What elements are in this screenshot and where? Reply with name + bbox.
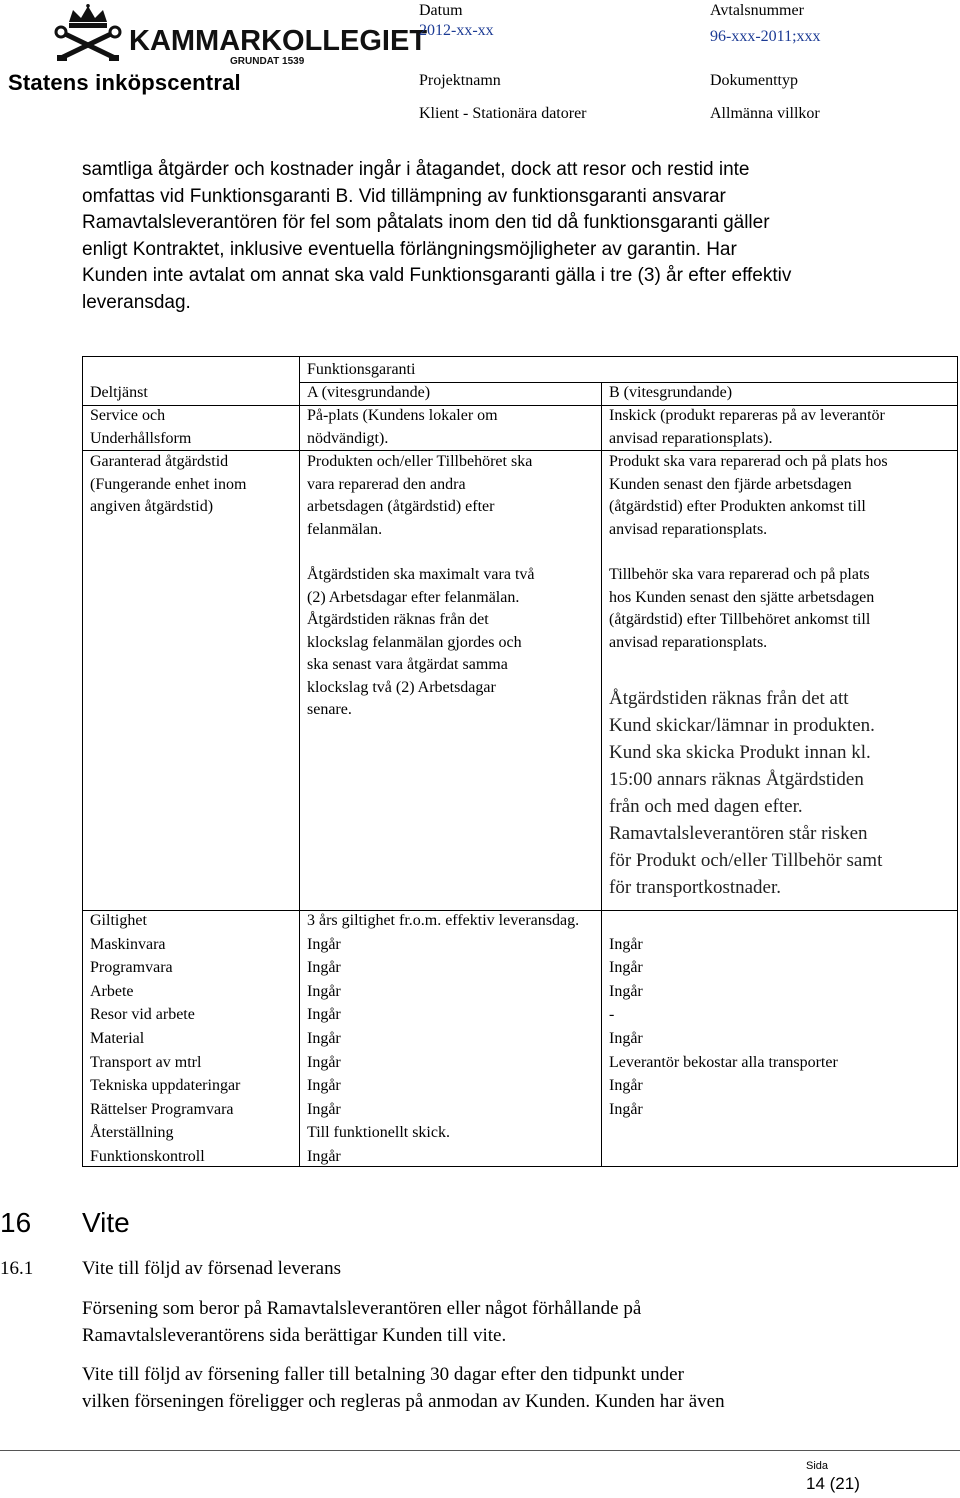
service-a: På-plats (Kundens lokaler om nödvändigt). (307, 407, 498, 447)
table-divider (601, 382, 602, 1166)
row-label: Material (90, 1030, 145, 1047)
agency-name: Statens inköpscentral (8, 70, 241, 95)
projektnamn-label: Projektnamn (419, 72, 501, 89)
row-value-b: Ingår (609, 1077, 643, 1095)
row-value-b: - (609, 1006, 615, 1024)
intro-line: Kunden inte avtalat om annat ska vald Funktionsgaranti gälla i tre (3) år efter effektiv (82, 265, 792, 286)
garanterad-b3: Åtgärdstiden räknas från det att Kund skickar/lämnar in produkten. Kund ska skicka Produkt innan kl. 15:00 annars räknas Åtgärdstiden från och med dagen efter. Ramavtalsleverantören står risken för Produkt och/eller Tillbehör samt för transportkostnader. (609, 688, 883, 898)
row-label: Återställning (90, 1124, 174, 1142)
service-b: Inskick (produkt repareras på av leverantör anvisad reparationsplats). (609, 407, 885, 447)
group-header: Funktionsgaranti (307, 361, 416, 378)
intro-line: Ramavtalsleverantören för fel som påtalats inom den tid då funktionsgaranti gäller (82, 212, 770, 233)
subsection-title: Vite till följd av försenad leverans (82, 1258, 341, 1279)
datum-value: 2012-xx-xx (419, 22, 494, 39)
row-value-a: Ingår (307, 1053, 341, 1071)
row-value-a: Ingår (307, 1100, 341, 1118)
col-header-b: B (vitesgrundande) (609, 384, 733, 401)
row-label: Arbete (90, 982, 134, 1000)
subsection-number: 16.1 (0, 1258, 34, 1279)
row-value-a: Ingår (307, 1148, 341, 1165)
row-label: Rättelser Programvara (90, 1100, 234, 1118)
section-title: Vite (82, 1207, 130, 1238)
col-header-a: A (vitesgrundande) (307, 384, 431, 401)
brand-founded: GRUNDAT 1539 (230, 56, 305, 67)
datum-label: Datum (419, 2, 463, 19)
row-label: Funktionskontroll (90, 1148, 205, 1165)
row-label: Transport av mtrl (90, 1053, 202, 1071)
row-value-a: 3 års giltighet fr.o.m. effektiv leveransdag. (307, 912, 580, 929)
row-value-b: Ingår (609, 982, 643, 1000)
projektnamn-value: Klient - Stationära datorer (419, 105, 587, 122)
vite-paragraph-2: Vite till följd av försening faller till betalning 30 dagar efter den tidpunkt under vilken förseningen föreligger och regleras på anmodan av Kunden. Kunden har även (82, 1364, 725, 1412)
intro-line: leveransdag. (82, 291, 191, 313)
row-value-b: Ingår (609, 935, 643, 953)
page-number: 14 (21) (806, 1474, 860, 1493)
col-header-deltjanst: Deltjänst (90, 384, 148, 401)
row-value-a: Ingår (307, 1006, 341, 1024)
avtalsnummer-label: Avtalsnummer (710, 2, 804, 19)
table-divider (299, 357, 300, 1166)
page-label: Sida (806, 1460, 829, 1472)
row-label: Tekniska uppdateringar (90, 1077, 241, 1095)
row-value-b: Leverantör bekostar alla transporter (609, 1053, 838, 1071)
row-value-a: Till funktionellt skick. (307, 1124, 450, 1142)
row-value-a: Ingår (307, 935, 341, 953)
intro-line: enligt Kontraktet, inklusive eventuella förlängningsmöjligheter av garantin. Har (82, 238, 737, 260)
avtalsnummer-value: 96-xxx-2011;xxx (710, 28, 821, 45)
brand-name: KAMMARKOLLEGIET (129, 25, 428, 57)
row-value-a: Ingår (307, 1077, 341, 1095)
dokumenttyp-label: Dokumenttyp (710, 72, 798, 89)
footer-divider (0, 1450, 960, 1451)
garanterad-label: Garanterad åtgärdstid (Fungerande enhet inom angiven åtgärdstid) (90, 453, 247, 515)
row-label: Maskinvara (90, 935, 166, 953)
row-value-a: Ingår (307, 982, 341, 1000)
crown-emblem-icon (55, 4, 428, 67)
dokumenttyp-value: Allmänna villkor (710, 105, 820, 122)
row-label: Programvara (90, 959, 173, 977)
row-value-b: Ingår (609, 1030, 643, 1047)
intro-line: omfattas vid Funktionsgaranti B. Vid tillämpning av funktionsgaranti ansvarar (82, 185, 726, 207)
row-value-a: Ingår (307, 959, 341, 977)
row-label: Resor vid arbete (90, 1006, 195, 1024)
service-label: Service och Underhållsform (90, 407, 192, 447)
intro-line: samtliga åtgärder och kostnader ingår i åtagandet, dock att resor och restid inte (82, 159, 750, 180)
garanterad-a2: Åtgärdstiden ska maximalt vara två (2) Arbetsdagar efter felanmälan. Åtgärdstiden räknas från det klockslag felanmälan gjordes och ska senast vara åtgärdat samma klockslag två (2) Arbetsdagar senare. (307, 566, 535, 718)
garanterad-b1: Produkt ska vara reparerad och på plats hos Kunden senast den fjärde arbetsdagen (åtgärdstid) efter Produkten ankomst till anvisad reparationsplats. (609, 453, 888, 538)
intro-paragraph (82, 157, 890, 316)
row-value-b: Ingår (609, 1100, 643, 1118)
garanterad-b2: Tillbehör ska vara reparerad och på plats hos Kunden senast den sjätte arbetsdagen (åtgärdstid) efter Tillbehöret ankomst till anvisad reparationsplats. (609, 566, 875, 651)
row-label: Giltighet (90, 912, 147, 929)
garanterad-a1: Produkten och/eller Tillbehöret ska vara reparerad den andra arbetsdagen (åtgärdstid) efter felanmälan. (307, 453, 533, 538)
funktionsgaranti-table (82, 356, 958, 1167)
row-value-a: Ingår (307, 1030, 341, 1047)
section-number: 16 (0, 1207, 32, 1238)
row-value-b: Ingår (609, 959, 643, 977)
kammarkollegiet-logo (55, 4, 428, 67)
vite-paragraph-1: Försening som beror på Ramavtalsleverantören eller något förhållande på Ramavtalsleverantörens sida berättigar Kunden till vite. (82, 1298, 642, 1346)
